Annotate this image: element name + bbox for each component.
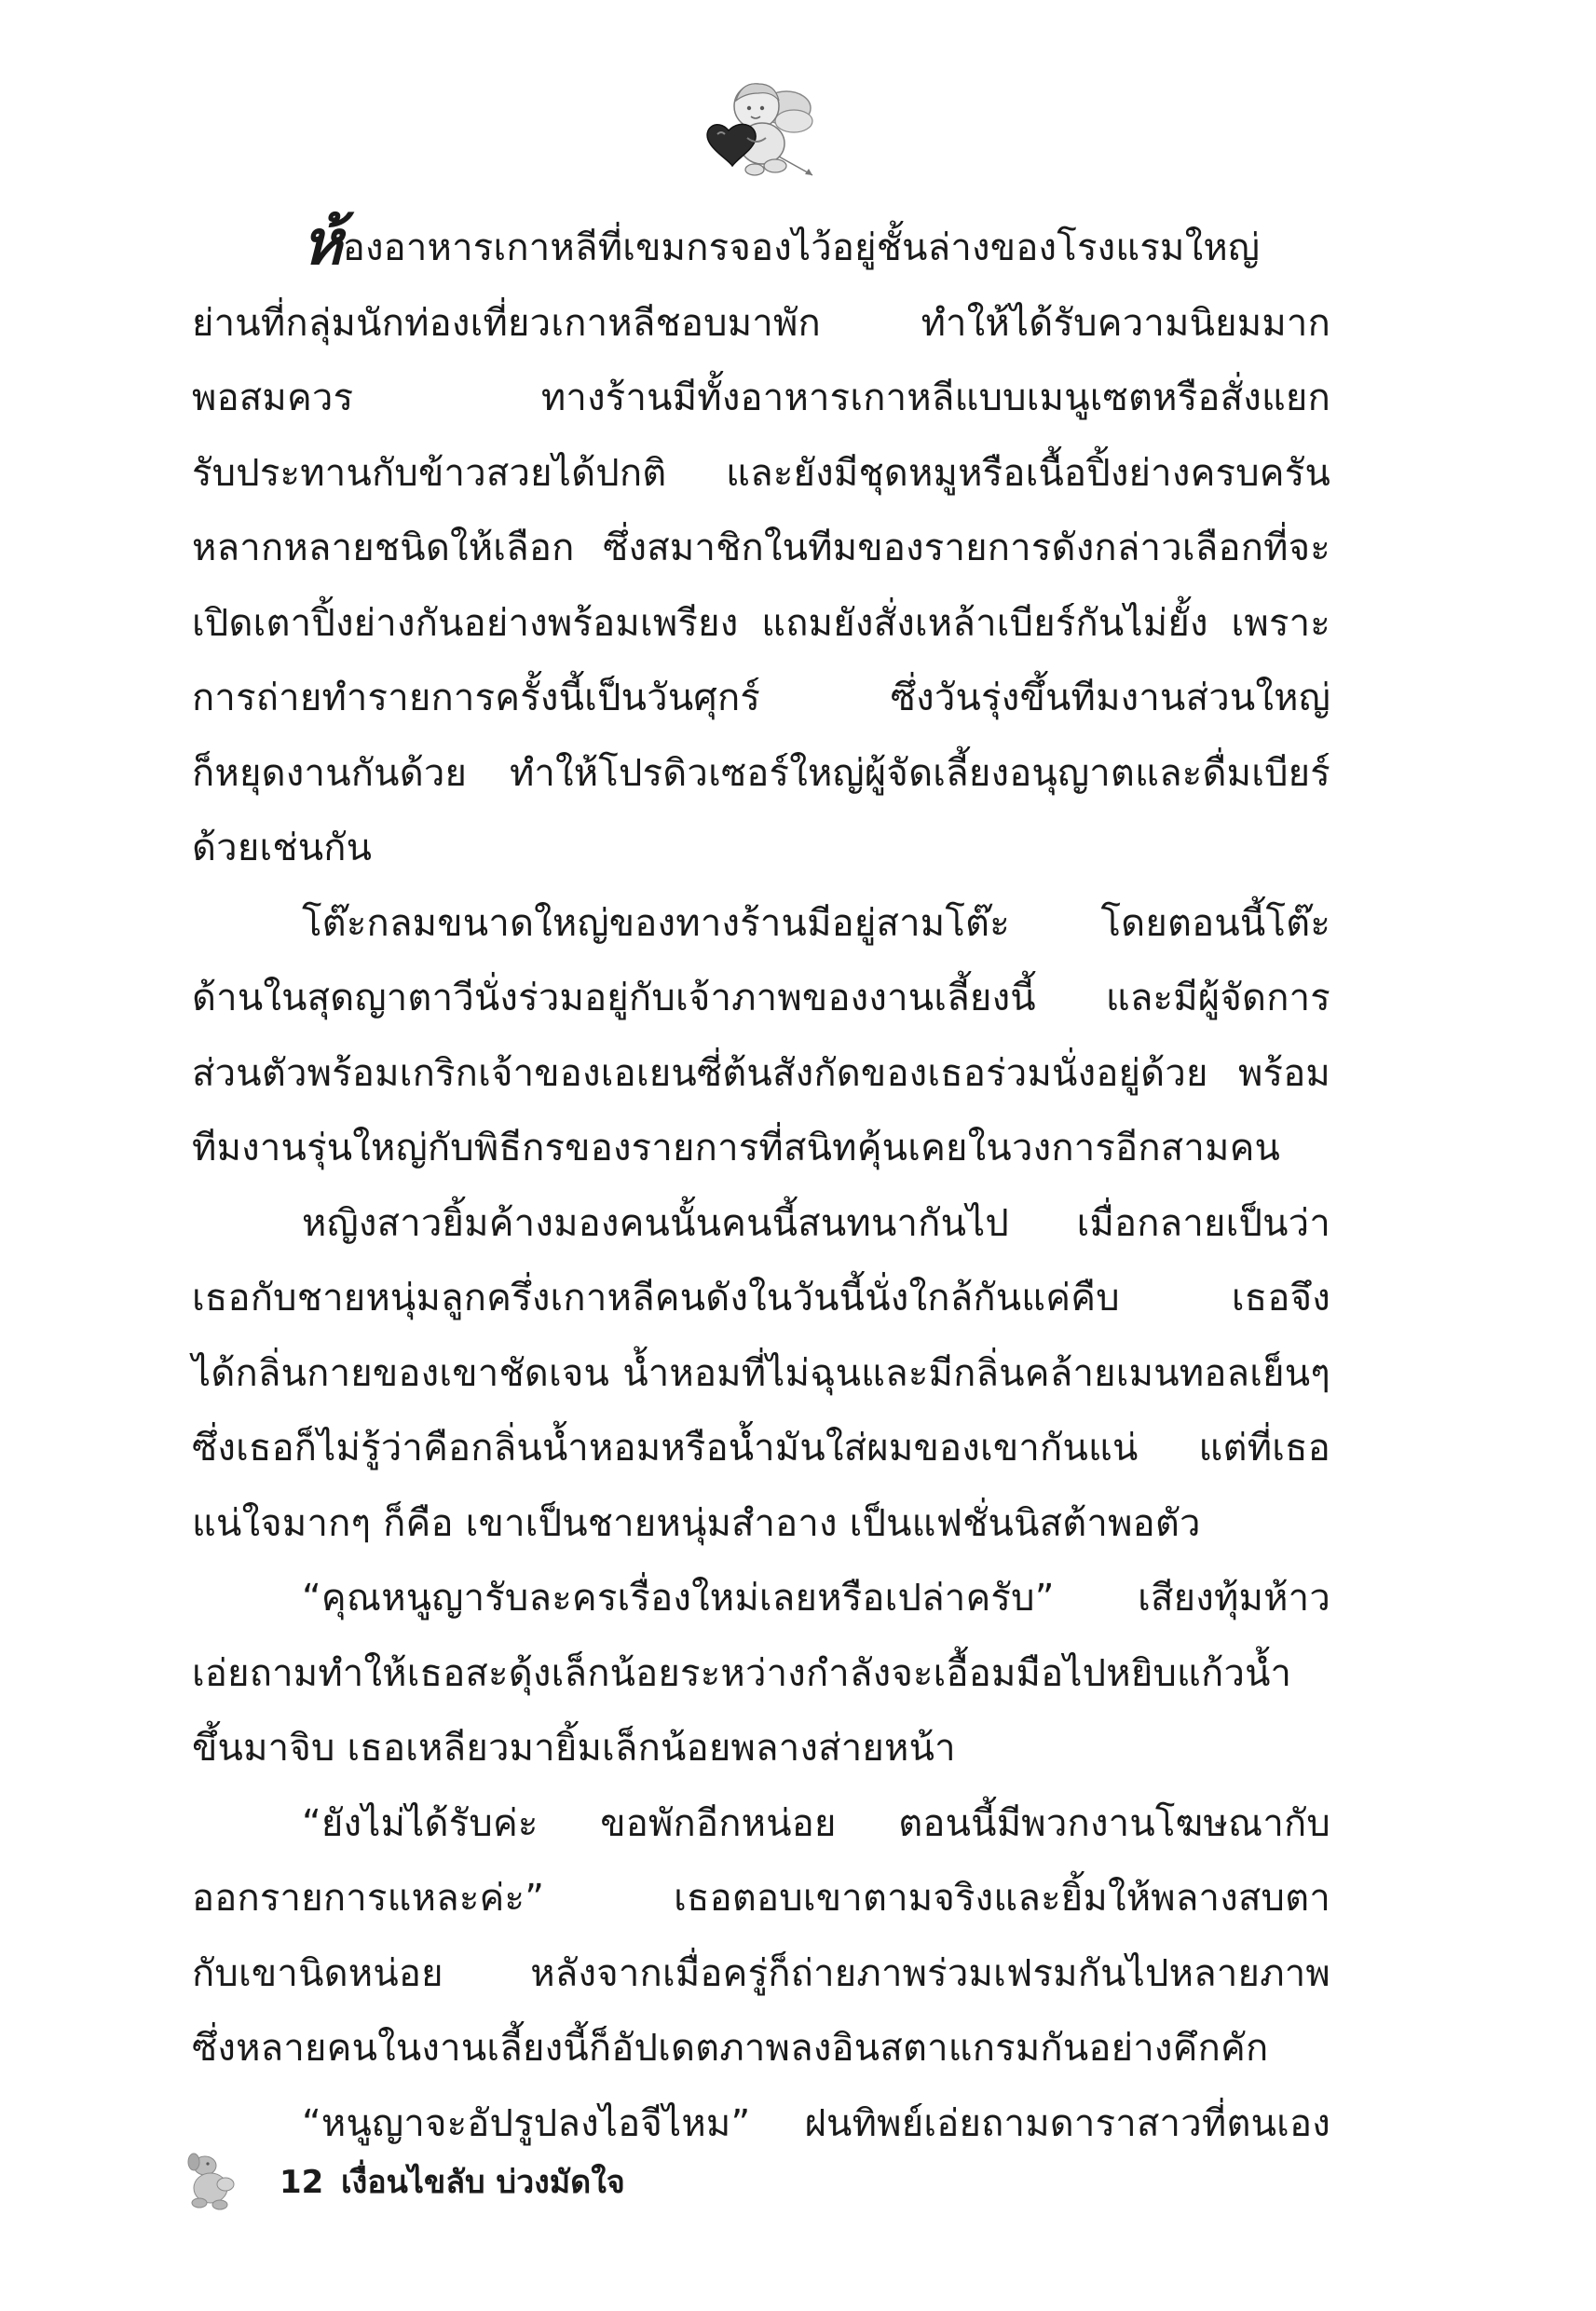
- text-line-21: ขึ้นมาจิบ เธอเหลียวมายิ้มเล็กน้อยพลางส่ายหน้า: [192, 1727, 956, 1770]
- text-line-26: “หนูญาจะอัปรูปลงไอจีไหม” ฝนทิพย์เอ่ยถามดาราสาวที่ตนเอง: [302, 2101, 1330, 2145]
- text-line-10: โต๊ะกลมขนาดใหญ่ของทางร้านมีอยู่สามโต๊ะ โดยตอนนี้โต๊ะ: [302, 901, 1330, 945]
- text-line-17: ซึ่งเธอก็ไม่รู้ว่าคือกลิ่นน้ำหอมหรือน้ำมันใส่ผมของเขากันแน่ แต่ที่เธอ: [192, 1427, 1330, 1470]
- text-line-15: เธอกับชายหนุ่มลูกครึ่งเกาหลีคนดังในวันนี้นั่งใกล้กันแค่คืบ เธอจึง: [192, 1277, 1330, 1320]
- text-line-content: องอาหารเกาหลีที่เขมกรจองไว้อยู่ชั้นล่างของโรงแรมใหญ่: [342, 226, 1261, 269]
- body-text: [192, 206, 1330, 2145]
- text-line-3: พอสมควร ทางร้านมีทั้งอาหารเกาหลีแบบเมนูเซตหรือสั่งแยก: [192, 376, 1330, 419]
- text-line-8: ก็หยุดงานกันด้วย ทำให้โปรดิวเซอร์ใหญ่ผู้จัดเลี้ยงอนุญาตและดื่มเบียร์: [192, 751, 1330, 795]
- text-line-25: ซึ่งหลายคนในงานเลี้ยงนี้ก็อัปเดตภาพลงอินสตาแกรมกันอย่างคึกคัก: [192, 2027, 1269, 2070]
- text-line-11: ด้านในสุดญาตาวีนั่งร่วมอยู่กับเจ้าภาพของงานเลี้ยงนี้ และมีผู้จัดการ: [192, 977, 1330, 1019]
- text-line-1: [192, 206, 1330, 286]
- text-line-24: กับเขานิดหน่อย หลังจากเมื่อครู่ก็ถ่ายภาพร่วมเฟรมกันไปหลายภาพ: [192, 1951, 1330, 1995]
- text-line-20: เอ่ยถามทำให้เธอสะดุ้งเล็กน้อยระหว่างกำลังจะเอื้อมมือไปหยิบแก้วน้ำ: [192, 1651, 1292, 1695]
- puppy-icon: [183, 2153, 239, 2210]
- text-line-16: ได้กลิ่นกายของเขาชัดเจน น้ำหอมที่ไม่ฉุนและมีกลิ่นคล้ายเมนทอลเย็นๆ: [192, 1351, 1330, 1395]
- drop-cap: ห้: [302, 206, 343, 279]
- book-title: เงื่อนไขลับ บ่วงมัดใจ: [341, 2164, 625, 2201]
- text-line-5: หลากหลายชนิดให้เลือก ซึ่งสมาชิกในทีมของรายการดังกล่าวเลือกที่จะ: [192, 526, 1330, 569]
- page-number: 12: [280, 2164, 324, 2201]
- text-line-23: ออกรายการแหละค่ะ” เธอตอบเขาตามจริงและยิ้มให้พลางสบตา: [192, 1877, 1330, 1920]
- text-line-4: รับประทานกับข้าวสวยได้ปกติ และยังมีชุดหมูหรือเนื้อปิ้งย่างครบครัน: [192, 451, 1330, 495]
- text-line-9: ด้วยเช่นกัน: [192, 827, 373, 869]
- text-line-13: ทีมงานรุ่นใหญ่กับพิธีกรของรายการที่สนิทคุ้นเคยในวงการอีกสามคน: [192, 1127, 1281, 1169]
- text-line-12: ส่วนตัวพร้อมเกริกเจ้าของเอเยนซี่ต้นสังกัดของเธอร่วมนั่งอยู่ด้วย พร้อม: [192, 1051, 1330, 1095]
- text-line-6: เปิดเตาปิ้งย่างกันอย่างพร้อมเพรียง แถมยังสั่งเหล้าเบียร์กันไม่ยั้ง เพราะ: [192, 601, 1330, 645]
- text-line-18: แน่ใจมากๆ ก็คือ เขาเป็นชายหนุ่มสำอาง เป็นแฟชั่นนิสต้าพอตัว: [192, 1501, 1201, 1545]
- cupid-with-heart-icon: [701, 73, 822, 180]
- text-line-14: หญิงสาวยิ้มค้างมองคนนั้นคนนี้สนทนากันไป เมื่อกลายเป็นว่า: [302, 1201, 1330, 1245]
- page-footer: [183, 2153, 835, 2218]
- text-line-19: “คุณหนูญารับละครเรื่องใหม่เลยหรือเปล่าครับ” เสียงทุ้มห้าว: [302, 1577, 1330, 1620]
- text-line-2: ย่านที่กลุ่มนักท่องเที่ยวเกาหลีชอบมาพัก ทำให้ได้รับความนิยมมาก: [192, 301, 1330, 345]
- text-line-7: การถ่ายทำรายการครั้งนี้เป็นวันศุกร์ ซึ่งวันรุ่งขึ้นทีมงานส่วนใหญ่: [192, 677, 1330, 719]
- text-line-22: “ยังไม่ได้รับค่ะ ขอพักอีกหน่อย ตอนนี้มีพวกงานโฆษณากับ: [302, 1801, 1330, 1845]
